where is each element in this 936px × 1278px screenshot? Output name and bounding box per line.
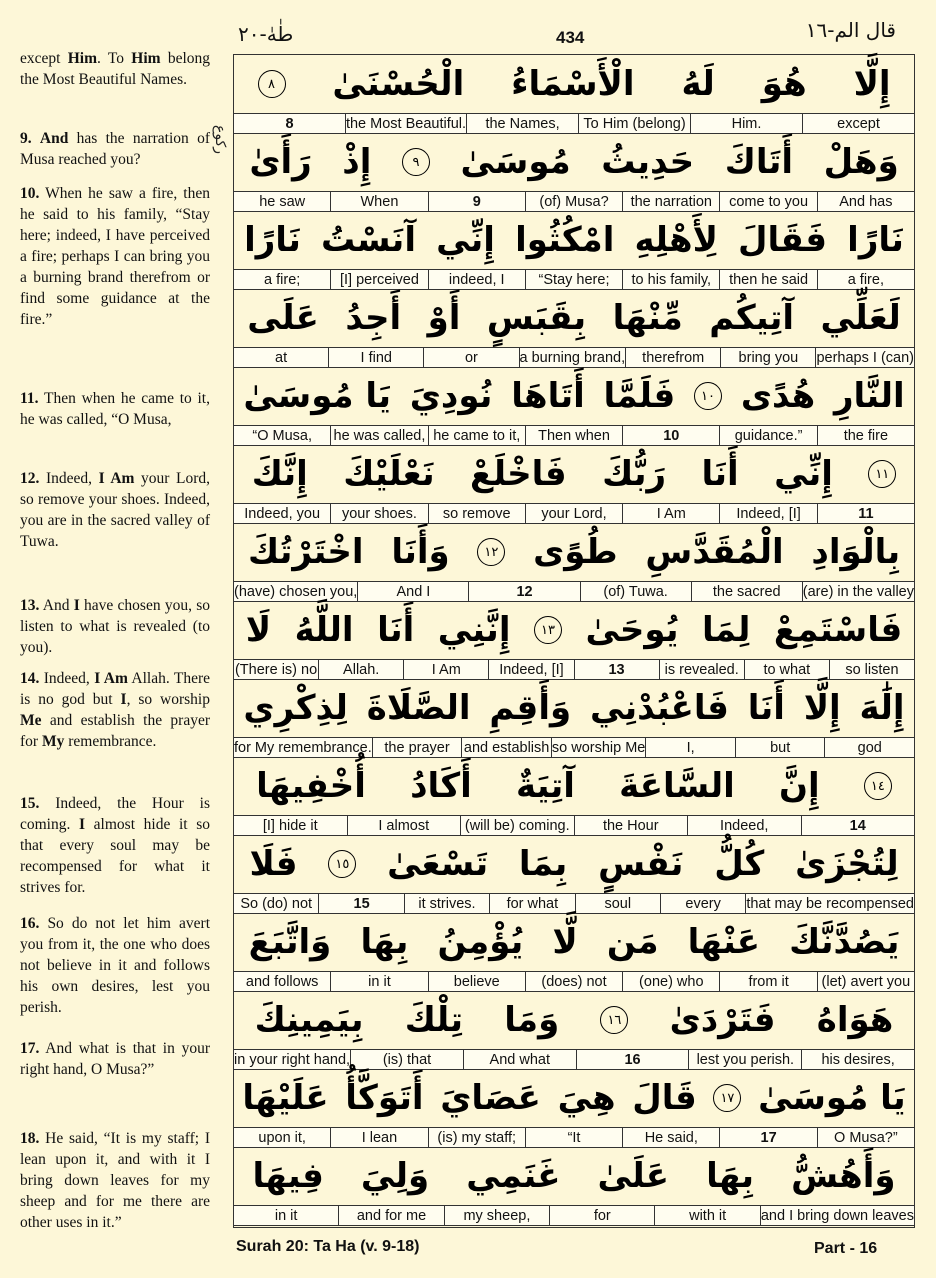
arabic-word: نَارًا: [244, 220, 301, 260]
english-gloss-line: [234, 113, 914, 134]
translation-verse: [20, 128, 210, 170]
ayah-number-marker: ٩: [402, 148, 430, 176]
english-gloss-cell: for My remembrance.: [233, 739, 372, 756]
english-gloss-line: [234, 581, 914, 602]
arabic-word: إِلَّا: [803, 688, 841, 728]
verse-row: [234, 133, 914, 211]
arabic-word: فِيهَا: [252, 1156, 324, 1196]
arabic-word: لِذِكْرِي: [243, 688, 348, 728]
arabic-word: نُودِيَ: [409, 376, 493, 416]
english-gloss-cell: therefrom: [625, 348, 720, 367]
verse-row: [234, 1069, 914, 1147]
arabic-line: [234, 523, 914, 581]
part-label: Part - 16: [814, 1240, 878, 1257]
arabic-word: فَتَرْدَىٰ: [669, 1000, 776, 1040]
english-gloss-cell: (have) chosen you,: [234, 583, 358, 600]
english-gloss-cell: with it: [654, 1206, 759, 1225]
english-gloss-cell: so listen: [829, 660, 914, 679]
verse-number: 15.: [20, 795, 40, 812]
arabic-word: وَأَقِمِ: [489, 688, 572, 728]
verse-number-cell: 17: [719, 1128, 816, 1147]
english-gloss-cell: it strives.: [404, 894, 489, 913]
arabic-word: إِذْ: [342, 142, 372, 182]
ayah-number-marker: ١٢: [477, 538, 505, 566]
arabic-word: وَلِيَ: [360, 1156, 430, 1196]
english-gloss-cell: (is) my staff;: [428, 1128, 525, 1147]
arabic-word: رَبُّكَ: [602, 454, 667, 494]
arabic-word: فَقَالَ: [738, 220, 828, 260]
arabic-line: [234, 55, 914, 113]
arabic-word: أَوْ: [427, 298, 461, 338]
english-gloss-line: [234, 971, 914, 992]
verse-row: [234, 991, 914, 1069]
verse-number-cell: 12: [468, 582, 579, 601]
translation-verse: [20, 793, 210, 898]
arabic-word: نَفْسٍ: [598, 844, 684, 884]
english-gloss-cell: a fire,: [817, 270, 914, 289]
translation-verse: [20, 183, 210, 330]
arabic-word: وَاتَّبَعَ: [248, 922, 332, 962]
english-gloss-cell: I find: [328, 348, 423, 367]
translation-verse: [20, 388, 210, 430]
arabic-word: يَا مُوسَىٰ: [758, 1078, 906, 1118]
english-gloss-cell: from it: [719, 972, 816, 991]
verse-number-cell: 13: [574, 660, 659, 679]
english-gloss-cell: and I bring down leaves: [760, 1207, 914, 1224]
arabic-line: [234, 991, 914, 1049]
english-gloss-cell: the Hour: [574, 816, 688, 835]
english-gloss-cell: your shoes.: [330, 504, 427, 523]
english-gloss-cell: my sheep,: [444, 1206, 549, 1225]
arabic-word: وَأَهُشُّ: [791, 1156, 896, 1196]
english-gloss-line: [234, 659, 914, 680]
english-gloss-cell: I,: [645, 738, 735, 757]
english-gloss-line: [234, 1127, 914, 1148]
arabic-word: يُؤْمِنُ: [437, 922, 524, 962]
english-gloss-cell: then he said: [719, 270, 816, 289]
english-gloss-line: [234, 269, 914, 290]
arabic-word: عَلَيْهَا: [242, 1078, 329, 1118]
verse-row: [234, 757, 914, 835]
arabic-word: أَنَا: [377, 610, 415, 650]
arabic-word: بِهَا: [360, 922, 409, 962]
english-gloss-cell: the fire: [817, 426, 914, 445]
verse-number-cell: 15: [318, 894, 403, 913]
english-gloss-cell: for: [549, 1206, 654, 1225]
arabic-word: الصَّلَاةَ: [366, 688, 471, 728]
arabic-line: [234, 289, 914, 347]
ayah-number-marker: ٨: [258, 70, 286, 98]
english-gloss-cell: in your right hand,: [234, 1051, 351, 1068]
verse-number: 18.: [20, 1130, 40, 1147]
arabic-word: تِلْكَ: [404, 1000, 464, 1040]
english-gloss-cell: soul: [575, 894, 660, 913]
arabic-word: مُوسَىٰ: [460, 142, 571, 182]
arabic-word: اللَّهُ: [294, 610, 354, 650]
translation-verse: [20, 668, 210, 752]
verse-number-cell: 16: [576, 1050, 689, 1069]
verse-number-cell: 8: [285, 115, 294, 132]
verse-number: 13.: [20, 597, 40, 614]
english-gloss-cell: And I: [357, 582, 468, 601]
english-gloss-cell: except: [802, 114, 914, 133]
english-gloss-cell: “O Musa,: [252, 427, 312, 444]
english-gloss-cell: but: [735, 738, 825, 757]
ayah-number-marker: ١٣: [534, 616, 562, 644]
arabic-word: الْأَسْمَاءُ: [511, 64, 635, 104]
english-gloss-cell: indeed, I: [428, 270, 525, 289]
ayah-number-marker: ١٤: [864, 772, 892, 800]
english-gloss-cell: or: [423, 348, 518, 367]
arabic-word: وَمَا: [504, 1000, 560, 1040]
english-gloss-cell: his desires,: [801, 1050, 914, 1069]
arabic-word: إِنِّي: [774, 454, 833, 494]
translation-text: Indeed, I Am your Lord, so remove your shoes. Indeed, you are in the sacred valley of Tuwa.: [20, 470, 210, 550]
english-gloss-cell: (let) avert you: [817, 972, 914, 991]
verse-row: [234, 1147, 914, 1225]
arabic-word: إِلَٰهَ: [859, 688, 905, 728]
english-gloss-line: [234, 815, 914, 836]
arabic-word: تَسْعَىٰ: [387, 844, 489, 884]
english-gloss-cell: and establish: [461, 738, 551, 757]
english-gloss-cell: I almost: [347, 816, 461, 835]
english-gloss-cell: he was called,: [330, 426, 427, 445]
surah-reference: Surah 20: Ta Ha (v. 9-18): [236, 1238, 420, 1255]
translation-verse: [20, 1128, 210, 1233]
english-gloss-cell: Indeed, you: [244, 505, 321, 522]
english-gloss-cell: and follows: [245, 973, 319, 990]
arabic-word: لِمَا: [702, 610, 751, 650]
arabic-line: [234, 1147, 914, 1205]
verse-row: [234, 601, 914, 679]
ayah-number-marker: ١٦: [600, 1006, 628, 1034]
english-gloss-cell: so remove: [428, 504, 525, 523]
arabic-line: [234, 445, 914, 503]
arabic-word: أَجِدُ: [345, 298, 402, 338]
verse-row: [234, 679, 914, 757]
arabic-word: إِلَّا: [853, 64, 891, 104]
arabic-line: [234, 133, 914, 191]
arabic-word: فَاسْتَمِعْ: [773, 610, 903, 650]
arabic-word: لَّا: [552, 922, 578, 962]
verse-number: 16.: [20, 915, 40, 932]
arabic-word: أَنَا: [701, 454, 739, 494]
verse-number: 11.: [20, 390, 39, 407]
arabic-word: الْمُقَدَّسِ: [645, 532, 784, 572]
english-gloss-cell: every: [660, 894, 745, 913]
arabic-word: فَاخْلَعْ: [470, 454, 567, 494]
english-gloss-line: [234, 425, 914, 446]
arabic-word: هَوَاهُ: [816, 1000, 894, 1040]
arabic-word: يَصُدَّنَّكَ: [789, 922, 900, 962]
translation-text: And I have chosen you, so listen to what is revealed (to you).: [20, 597, 210, 656]
english-gloss-cell: at: [275, 349, 288, 366]
english-gloss-cell: the prayer: [372, 738, 462, 757]
arabic-word: لَهُ: [681, 64, 715, 104]
arabic-word: يُوحَىٰ: [585, 610, 679, 650]
translation-verse: [20, 48, 210, 90]
english-gloss-cell: lest you perish.: [688, 1050, 801, 1069]
arabic-word: النَّارِ: [833, 376, 905, 416]
arabic-word: لِتُجْزَىٰ: [795, 844, 899, 884]
translation-text: Then when he came to it, he was called, “O Musa,: [20, 390, 210, 428]
arabic-word: مِّنْهَا: [612, 298, 683, 338]
english-gloss-cell: Indeed,: [687, 816, 801, 835]
english-gloss-cell: the Names,: [466, 114, 578, 133]
english-gloss-cell: he came to it,: [428, 426, 525, 445]
verse-row: [234, 211, 914, 289]
arabic-word: طُوًى: [533, 532, 618, 572]
verse-number: 9.: [20, 130, 32, 147]
arabic-word: وَأَنَا: [391, 532, 450, 572]
english-gloss-cell: (of) Tuwa.: [580, 582, 691, 601]
verse-number-cell: 11: [817, 504, 914, 523]
arabic-word: عَصَايَ: [440, 1078, 541, 1118]
arabic-line: [234, 1069, 914, 1127]
arabic-word: لَعَلِّي: [820, 298, 901, 338]
arabic-line: [234, 757, 914, 815]
english-gloss-cell: god: [824, 738, 914, 757]
arabic-line: [234, 835, 914, 893]
english-gloss-line: [234, 1205, 914, 1226]
verse-number: 17.: [20, 1040, 40, 1057]
verse-row: [234, 913, 914, 991]
arabic-word: عَلَىٰ: [597, 1156, 670, 1196]
translation-text: When he saw a fire, then he said to his family, “Stay here; indeed, I have perceived a fire; perhaps I can bring you a burning brand therefrom or find some guidance at the fire.”: [20, 185, 210, 328]
english-gloss-cell: the narration: [622, 192, 719, 211]
ayah-number-marker: ١١: [868, 460, 896, 488]
word-by-word-grid: [233, 54, 915, 1228]
arabic-word: بِالْوَادِ: [811, 532, 901, 572]
arabic-word: اخْتَرْتُكَ: [247, 532, 364, 572]
arabic-word: قَالَ: [632, 1078, 697, 1118]
english-gloss-line: [234, 347, 914, 368]
arabic-word: بِمَا: [518, 844, 568, 884]
arabic-word: نَعْلَيْكَ: [343, 454, 435, 494]
page-number: 434: [556, 28, 585, 47]
arabic-word: الْحُسْنَىٰ: [332, 64, 465, 104]
arabic-word: هُدًى: [740, 376, 816, 416]
english-gloss-cell: in it: [274, 1207, 298, 1224]
arabic-word: إِنَّكَ: [251, 454, 308, 494]
ruku-marker: ركوع: [212, 125, 228, 155]
arabic-word: أُخْفِيهَا: [256, 766, 366, 806]
english-gloss-cell: I Am: [403, 660, 488, 679]
english-gloss-cell: Indeed, [I]: [488, 660, 573, 679]
english-gloss-cell: that may be recompensed: [746, 895, 914, 912]
english-gloss-cell: your Lord,: [525, 504, 622, 523]
translation-verse: [20, 913, 210, 1018]
english-gloss-cell: When: [330, 192, 427, 211]
arabic-word: بِهَا: [706, 1156, 755, 1196]
english-gloss-cell: “Stay here;: [525, 270, 622, 289]
arabic-word: مَن: [606, 922, 659, 962]
english-gloss-cell: guidance.”: [719, 426, 816, 445]
english-gloss-cell: (one) who: [622, 972, 719, 991]
arabic-word: كُلُّ: [714, 844, 765, 884]
arabic-line: [234, 679, 914, 737]
verse-row: [234, 445, 914, 523]
arabic-line: [234, 601, 914, 659]
arabic-line: [234, 913, 914, 971]
surah-name-header: طٰهٰ-٢٠: [238, 22, 294, 46]
english-gloss-cell: I lean: [330, 1128, 427, 1147]
arabic-word: أَتَاهَا: [511, 376, 585, 416]
arabic-word: نَارًا: [847, 220, 904, 260]
arabic-word: يَا مُوسَىٰ: [243, 376, 391, 416]
english-gloss-cell: (is) that: [350, 1050, 463, 1069]
verse-number-cell: 10: [622, 426, 719, 445]
arabic-word: فَلَا: [249, 844, 298, 884]
english-gloss-cell: to his family,: [622, 270, 719, 289]
arabic-word: أَتَوَكَّأُ: [345, 1078, 424, 1118]
translation-text: He said, “It is my staff; I lean upon it, and with it I bring down leaves for my sheep and for me there are other uses in it.”: [20, 1130, 211, 1231]
english-gloss-cell: and for me: [338, 1206, 443, 1225]
english-gloss-cell: Him.: [690, 114, 802, 133]
english-gloss-cell: for what: [489, 894, 574, 913]
english-gloss-cell: And what: [463, 1050, 576, 1069]
translation-text: And has the narration of Musa reached you?: [20, 130, 210, 168]
arabic-word: إِنِّي: [436, 220, 495, 260]
arabic-word: لَا: [245, 610, 272, 650]
english-gloss-cell: “It: [525, 1128, 622, 1147]
verse-number: 10.: [20, 185, 40, 202]
arabic-word: حَدِيثُ: [601, 142, 695, 182]
english-gloss-cell: I Am: [622, 504, 719, 523]
english-gloss-cell: Allah.: [318, 660, 403, 679]
translation-verse: [20, 468, 210, 552]
verse-number-cell: 9: [428, 192, 525, 211]
arabic-word: بِقَبَسٍ: [486, 298, 587, 338]
english-gloss-line: [234, 1049, 914, 1070]
english-gloss-line: [234, 191, 914, 212]
ayah-number-marker: ١٠: [694, 382, 722, 410]
english-gloss-cell: (of) Musa?: [525, 192, 622, 211]
english-gloss-cell: a burning brand,: [519, 349, 626, 366]
english-gloss-cell: in it: [330, 972, 427, 991]
verse-row: [234, 523, 914, 601]
ayah-number-marker: ١٧: [713, 1084, 741, 1112]
translation-verse: [20, 595, 210, 658]
arabic-word: أَتَاكَ: [724, 142, 794, 182]
arabic-line: [234, 367, 914, 425]
arabic-word: هُوَ: [761, 64, 807, 104]
verse-row: [234, 367, 914, 445]
english-gloss-cell: Indeed, [I]: [719, 504, 816, 523]
english-gloss-cell: bring you: [720, 348, 815, 367]
translation-text: Indeed, the Hour is coming. I almost hide it so that every soul may be recompensed for what it strives for.: [20, 795, 210, 896]
arabic-word: آتِيكُم: [709, 298, 794, 338]
english-gloss-cell: perhaps I (can): [816, 349, 914, 366]
translation-verse: [20, 1038, 210, 1080]
translation-text: except Him. To Him belong the Most Beautiful Names.: [20, 50, 210, 88]
verse-number: 14.: [20, 670, 40, 687]
arabic-word: آنَسْتُ: [320, 220, 416, 260]
translation-text: So do not let him avert you from it, the one who does not believe in it and follows his own desires, lest you perish.: [20, 915, 210, 1016]
english-gloss-cell: a fire;: [264, 271, 301, 288]
arabic-word: لِأَهْلِهِ: [634, 220, 718, 260]
english-gloss-cell: upon it,: [258, 1129, 306, 1146]
arabic-word: آتِيَةٌ: [515, 766, 575, 806]
english-gloss-cell: And has: [817, 192, 914, 211]
english-gloss-cell: O Musa?”: [817, 1128, 914, 1147]
english-gloss-cell: he saw: [259, 193, 306, 210]
english-gloss-cell: [I] hide it: [262, 817, 318, 834]
english-gloss-cell: So (do) not: [240, 895, 313, 912]
arabic-word: عَنْهَا: [687, 922, 760, 962]
verse-number-cell: 14: [801, 816, 915, 835]
arabic-word: أَنَا: [747, 688, 785, 728]
english-gloss-cell: believe: [428, 972, 525, 991]
arabic-word: رَأَىٰ: [249, 142, 312, 182]
juz-name-header: قال الم-١٦: [805, 18, 896, 42]
verse-number: 12.: [20, 470, 40, 487]
arabic-word: السَّاعَةَ: [619, 766, 735, 806]
english-gloss-cell: [I] perceived: [330, 270, 427, 289]
arabic-word: إِنَّ: [778, 766, 820, 806]
translation-text: Indeed, I Am Allah. There is no god but I, so worship Me and establish the prayer for My remembrance.: [20, 670, 210, 750]
arabic-word: عَلَى: [247, 298, 319, 338]
english-gloss-cell: (There is) no: [234, 661, 318, 678]
arabic-word: وَهَلْ: [823, 142, 899, 182]
english-gloss-cell: so worship Me: [551, 739, 646, 756]
english-gloss-cell: come to you: [719, 192, 816, 211]
verse-row: [234, 289, 914, 367]
english-gloss-cell: To Him (belong): [578, 114, 690, 133]
arabic-word: فَلَمَّا: [603, 376, 676, 416]
verse-row: [234, 835, 914, 913]
translation-text: And what is that in your right hand, O Musa?”: [20, 1040, 210, 1078]
english-gloss-cell: is revealed.: [659, 660, 744, 679]
ayah-number-marker: ١٥: [328, 850, 356, 878]
arabic-word: امْكُثُوا: [515, 220, 615, 260]
english-gloss-cell: (does) not: [525, 972, 622, 991]
english-gloss-cell: the sacred: [691, 582, 802, 601]
arabic-word: بِيَمِينِكَ: [254, 1000, 364, 1040]
arabic-word: أَكَادُ: [410, 766, 472, 806]
english-gloss-line: [234, 737, 914, 758]
verse-row: [234, 55, 914, 133]
english-gloss-line: [234, 893, 914, 914]
english-gloss-cell: (are) in the valley: [802, 583, 914, 600]
english-gloss-cell: (will be) coming.: [460, 816, 574, 835]
arabic-word: فَاعْبُدْنِي: [589, 688, 729, 728]
english-gloss-cell: to what: [744, 660, 829, 679]
english-gloss-cell: Then when: [525, 426, 622, 445]
english-gloss-cell: He said,: [622, 1128, 719, 1147]
english-gloss-cell: the Most Beautiful.: [345, 115, 467, 132]
arabic-line: [234, 211, 914, 269]
arabic-word: إِنَّنِي: [437, 610, 511, 650]
english-gloss-line: [234, 503, 914, 524]
arabic-word: هِيَ: [557, 1078, 616, 1118]
arabic-word: غَنَمِي: [466, 1156, 561, 1196]
